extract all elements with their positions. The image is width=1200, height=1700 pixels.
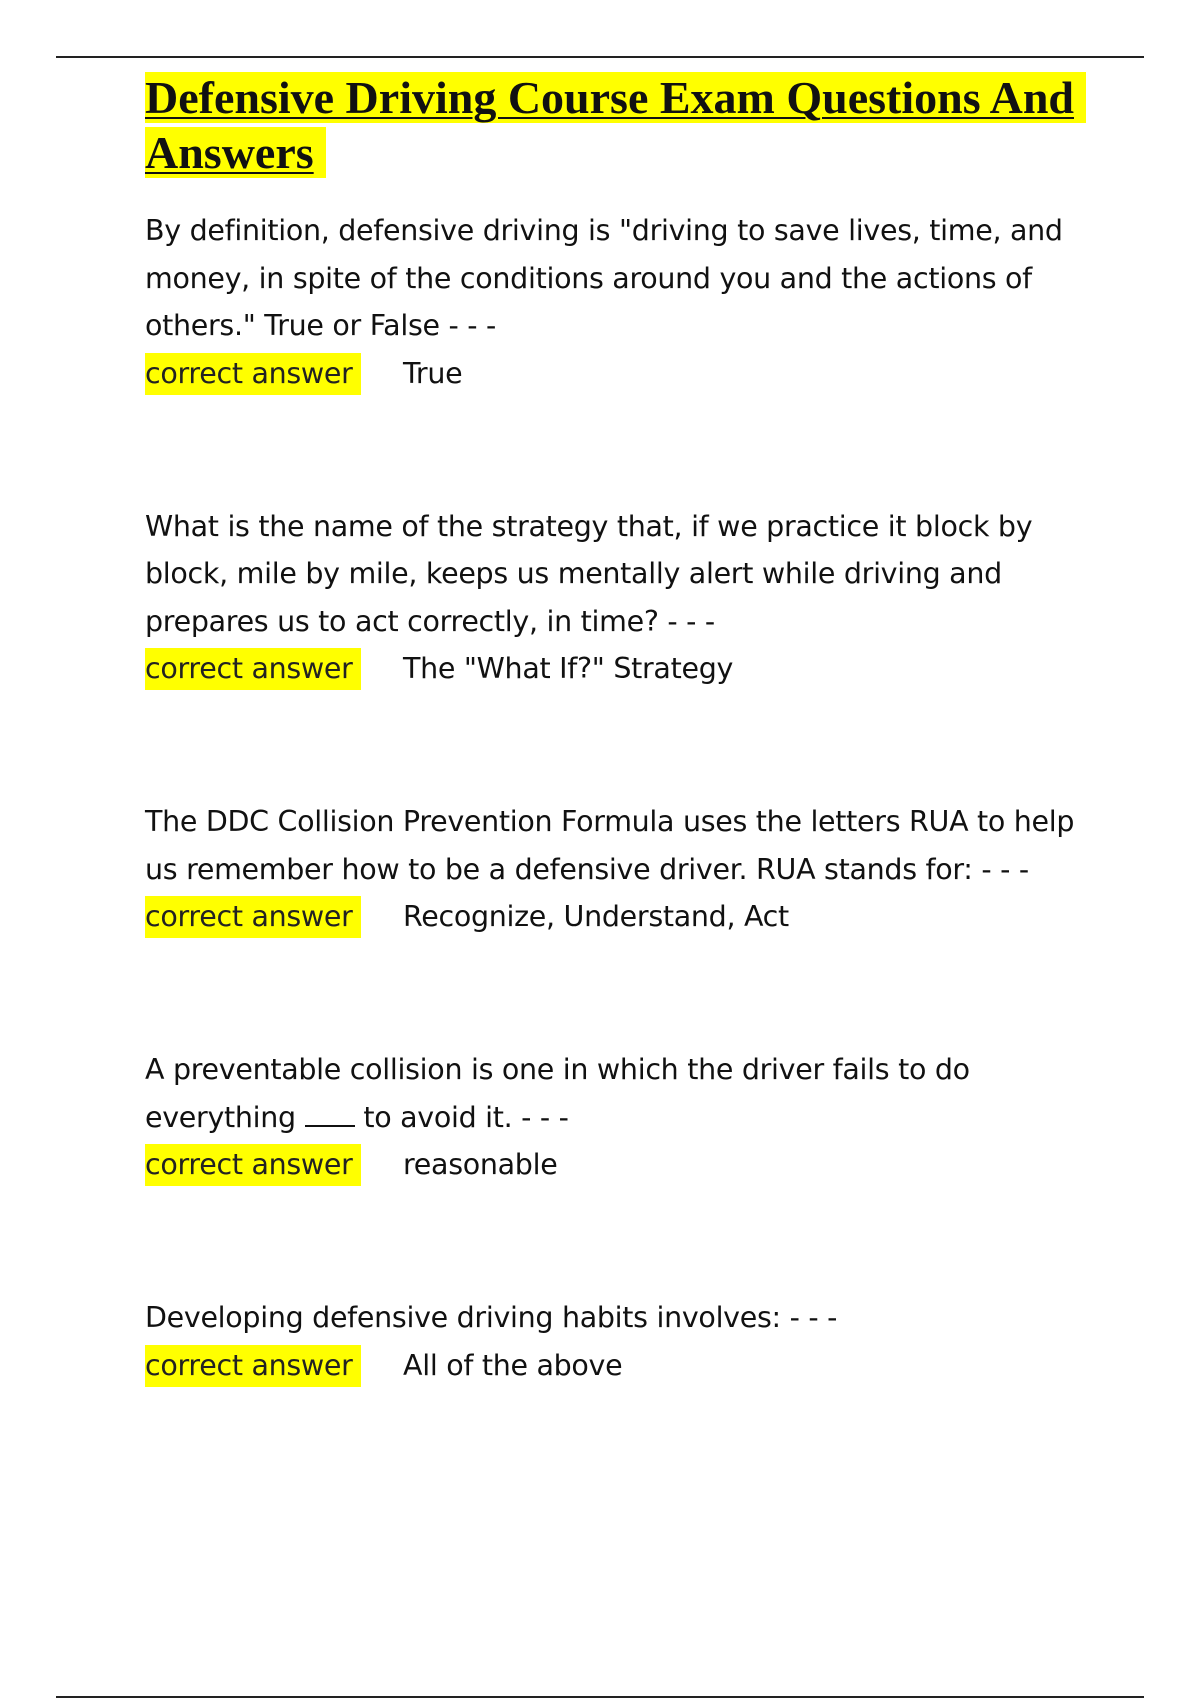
answer-row: [145, 1342, 1085, 1390]
qa-item: [145, 503, 1085, 694]
header-rule: [56, 56, 1144, 58]
document-title-text: Defensive Driving Course Exam Questions And Answers: [145, 72, 1086, 178]
footer-rule: [56, 1696, 1144, 1698]
document-page: [145, 70, 1085, 1495]
correct-answer-label: correct answer: [145, 1144, 361, 1186]
answer-text: reasonable: [403, 1148, 558, 1181]
answer-text: The "What If?" Strategy: [403, 652, 734, 685]
document-title: [145, 70, 1085, 180]
question-text: What is the name of the strategy that, if we practice it block by block, mile by mile, keeps us mentally alert while driving and prepares us to act correctly, in time? - - -: [145, 509, 1033, 638]
correct-answer-label: correct answer: [145, 353, 361, 395]
question-text-before-blank: A preventable collision is one in which the driver fails to do everything: [145, 1053, 970, 1134]
question-text: Developing defensive driving habits involves: - - -: [145, 1301, 838, 1334]
answer-text: True: [403, 356, 463, 390]
qa-item: [145, 1046, 1085, 1189]
correct-answer-label: correct answer: [145, 896, 361, 938]
correct-answer-label: correct answer: [145, 1345, 361, 1387]
qa-list: [145, 207, 1085, 1390]
question-text-after-blank: to avoid it. - - -: [363, 1100, 569, 1134]
answer-text: All of the above: [403, 1348, 623, 1382]
answer-row: [145, 893, 1085, 941]
question-text: The DDC Collision Prevention Formula uses the letters RUA to help us remember how to be a defensive driver. RUA stands for: - - -: [145, 805, 1075, 886]
question-text: By definition, defensive driving is "driving to save lives, time, and money, in spite of the conditions around you and the actions of others." True or False - - -: [145, 214, 1063, 342]
qa-item: [145, 207, 1085, 398]
qa-item: [145, 798, 1085, 941]
correct-answer-label: correct answer: [145, 648, 361, 690]
answer-text: Recognize, Understand, Act: [403, 900, 789, 933]
question-text: [145, 1046, 1085, 1141]
fill-in-blank: [305, 1099, 355, 1127]
answer-row: [145, 1141, 1085, 1189]
answer-row: [145, 350, 1085, 398]
qa-item: [145, 1294, 1085, 1390]
answer-row: [145, 645, 1085, 693]
